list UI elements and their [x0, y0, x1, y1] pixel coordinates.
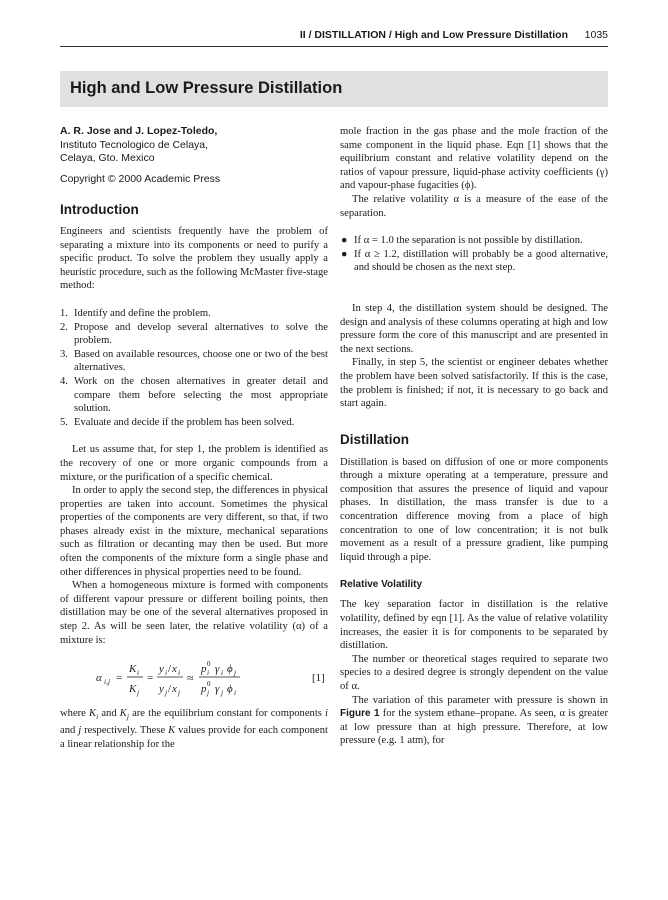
volatility-paragraph-2: The number or theoretical stages required to separate two species to a desired degree is strongly dependent on the value of α.: [340, 653, 608, 692]
relative-volatility-heading: Relative Volatility: [340, 579, 423, 591]
intro-paragraph-1: Engineers and scientists frequently have the problem of separating a mixture into its components or need to purify a specific product. To solve the problem they usually apply a heuristic procedure, such as the following McMaster five-stage method:: [60, 226, 328, 292]
intro-paragraph-5: where $K_i$ and $K_j$ are the equilibrium constant for components i and j respectively. These K values provide for each component a linear relationship for the: [60, 708, 328, 750]
svg-text:x: x: [172, 683, 177, 696]
distillation-heading: Distillation: [340, 431, 410, 447]
svg-text:i,j: i,j: [104, 677, 111, 687]
introduction-heading: Introduction: [60, 202, 139, 217]
list-item: 3. Based on available resources, choose one or two of the best alternatives.: [60, 348, 328, 374]
svg-text:j: j: [221, 688, 224, 698]
svg-text:i: i: [178, 668, 181, 678]
svg-text:ϕ: ϕ: [227, 683, 233, 696]
svg-text:y: y: [159, 683, 164, 696]
right-paragraph-2: The relative volatility α is a measure of the ease of the separation.: [340, 193, 608, 219]
figure-1-reference[interactable]: Figure 1: [340, 708, 380, 720]
article-title-bar: [60, 71, 608, 107]
intro-paragraph-3: In order to apply the second step, the differences in physical properties are taken into account. Sometimes the physical properties of the components are very different, so that, if two phases already exist in the mixture, mechanical separations such as filtration or decanting may then be used. But more often the components of the mixture form a single phase and other differences in physical properties need to be found.: [60, 485, 328, 578]
bullet-icon: ●: [341, 248, 348, 260]
equation-formula: [60, 655, 328, 699]
list-item: 5. Evaluate and decide if the problem has been solved.: [60, 416, 295, 428]
article-title: High and Low Pressure Distillation: [70, 79, 343, 97]
author-location: Celaya, Gto. Mexico: [60, 152, 155, 164]
right-paragraph-3: In step 4, the distillation system should be designed. The design and analysis of these columns operating at high and low pressure form the core of this manuscript and are presented in the next sections.: [340, 302, 608, 355]
list-item: 1. Identify and define the problem.: [60, 307, 211, 319]
intro-paragraph-2: Let us assume that, for step 1, the problem is identified as the recovery of one or more organic compounds from a mixture, or the purification of a specific chemical.: [60, 444, 328, 483]
svg-text:α: α: [96, 672, 102, 685]
svg-text:y: y: [159, 663, 164, 676]
author-block: [60, 125, 328, 186]
svg-text:p: p: [201, 683, 207, 696]
svg-text:j: j: [165, 688, 168, 698]
distillation-paragraph: Distillation is based on diffusion of one or more components through a mixture operating at a temperature, pressure and composition that assures the presence of liquid and vapour phases. In distillation, the mass transfer is due to a concentration difference moving from a place of high concentration to one of low concentration; it is not bulk movement as a result of a pressure gradient, like pumping liquid through a pipe.: [340, 456, 608, 563]
list-item: 2. Propose and develop several alternatives to solve the problem.: [60, 321, 328, 347]
author-names: A. R. Jose and J. Lopez-Toledo,: [60, 125, 218, 137]
svg-text:i: i: [221, 668, 224, 678]
svg-text:x: x: [172, 663, 177, 676]
svg-text:=: =: [147, 672, 154, 685]
copyright-notice: Copyright © 2000 Academic Press: [60, 172, 221, 185]
page-number: 1035: [584, 29, 608, 41]
svg-text:j: j: [178, 688, 181, 698]
svg-text:≈: ≈: [187, 671, 194, 686]
running-header: [60, 0, 608, 47]
equation-number: [1]: [312, 672, 325, 685]
list-item: ● If α ≥ 1.2, distillation will probably be a good alternative, and should be chosen as the next step.: [341, 248, 608, 274]
left-column: [60, 125, 328, 751]
bullet-icon: ●: [341, 235, 348, 247]
svg-text:j: j: [137, 688, 140, 698]
list-item: 4. Work on the chosen alternatives in greater detail and compare them before selecting the most appropriate solution.: [60, 375, 328, 415]
list-item: ● If α = 1.0 the separation is not possible by distillation.: [341, 235, 583, 247]
running-header-section: II / DISTILLATION / High and Low Pressure Distillation: [299, 29, 568, 41]
svg-text:p: p: [201, 663, 207, 676]
svg-text:/: /: [168, 683, 172, 696]
intro-paragraph-4: When a homogeneous mixture is formed with components of different vapour pressure or different boiling points, then distillation may be one of the several alternatives proposed in step 2. As will be seen later, the relative volatility (α) of a mixture is:: [60, 580, 328, 646]
svg-text:i: i: [165, 668, 168, 678]
svg-text:K: K: [129, 683, 137, 696]
svg-text:=: =: [116, 672, 123, 685]
author-affiliation: Instituto Tecnologico de Celaya,: [60, 138, 209, 151]
svg-text:j: j: [234, 668, 237, 678]
relative-volatility-equation: [60, 655, 328, 699]
right-paragraph-4: Finally, in step 5, the scientist or engineer debates whether the problem have been solved satisfactorily. If this is the case, the problem is finished; if not, it is necessary to go back and start again.: [340, 357, 608, 410]
svg-text:γ: γ: [215, 683, 220, 696]
svg-text:i: i: [207, 668, 210, 678]
volatility-paragraph-1: The key separation factor in distillation is the relative volatility, defined by eqn [1]. As the value of relative volatility increases, the easier it is for components to be separated by distillation.: [340, 599, 608, 652]
volatility-criteria-list: [340, 234, 608, 275]
svg-text:j: j: [207, 688, 210, 698]
svg-text:i: i: [137, 668, 140, 678]
right-paragraph-1: mole fraction in the gas phase and the mole fraction of the same component in the liquid phase. Eqn [1] shows that the equilibrium constant and relative volatility depend on the ratios of vapour pressure, liquid-phase activity coefficients (γ) and vapour-phase fugacities (ϕ).: [340, 126, 608, 192]
svg-text:0: 0: [207, 680, 211, 689]
svg-text:γ: γ: [215, 663, 220, 676]
volatility-paragraph-3: The variation of this parameter with pressure is shown in Figure 1 for the system ethane–propane. As seen, α is greater at low pressure than at high pressure. Therefore, at low pressure (e.g. 1 atm), for: [340, 694, 608, 747]
right-column: [340, 125, 608, 748]
five-stage-method-list: [60, 307, 328, 429]
svg-text:0: 0: [207, 660, 211, 669]
svg-text:ϕ: ϕ: [227, 663, 233, 676]
svg-text:/: /: [168, 663, 172, 676]
svg-text:K: K: [129, 663, 137, 676]
svg-text:i: i: [234, 688, 237, 698]
